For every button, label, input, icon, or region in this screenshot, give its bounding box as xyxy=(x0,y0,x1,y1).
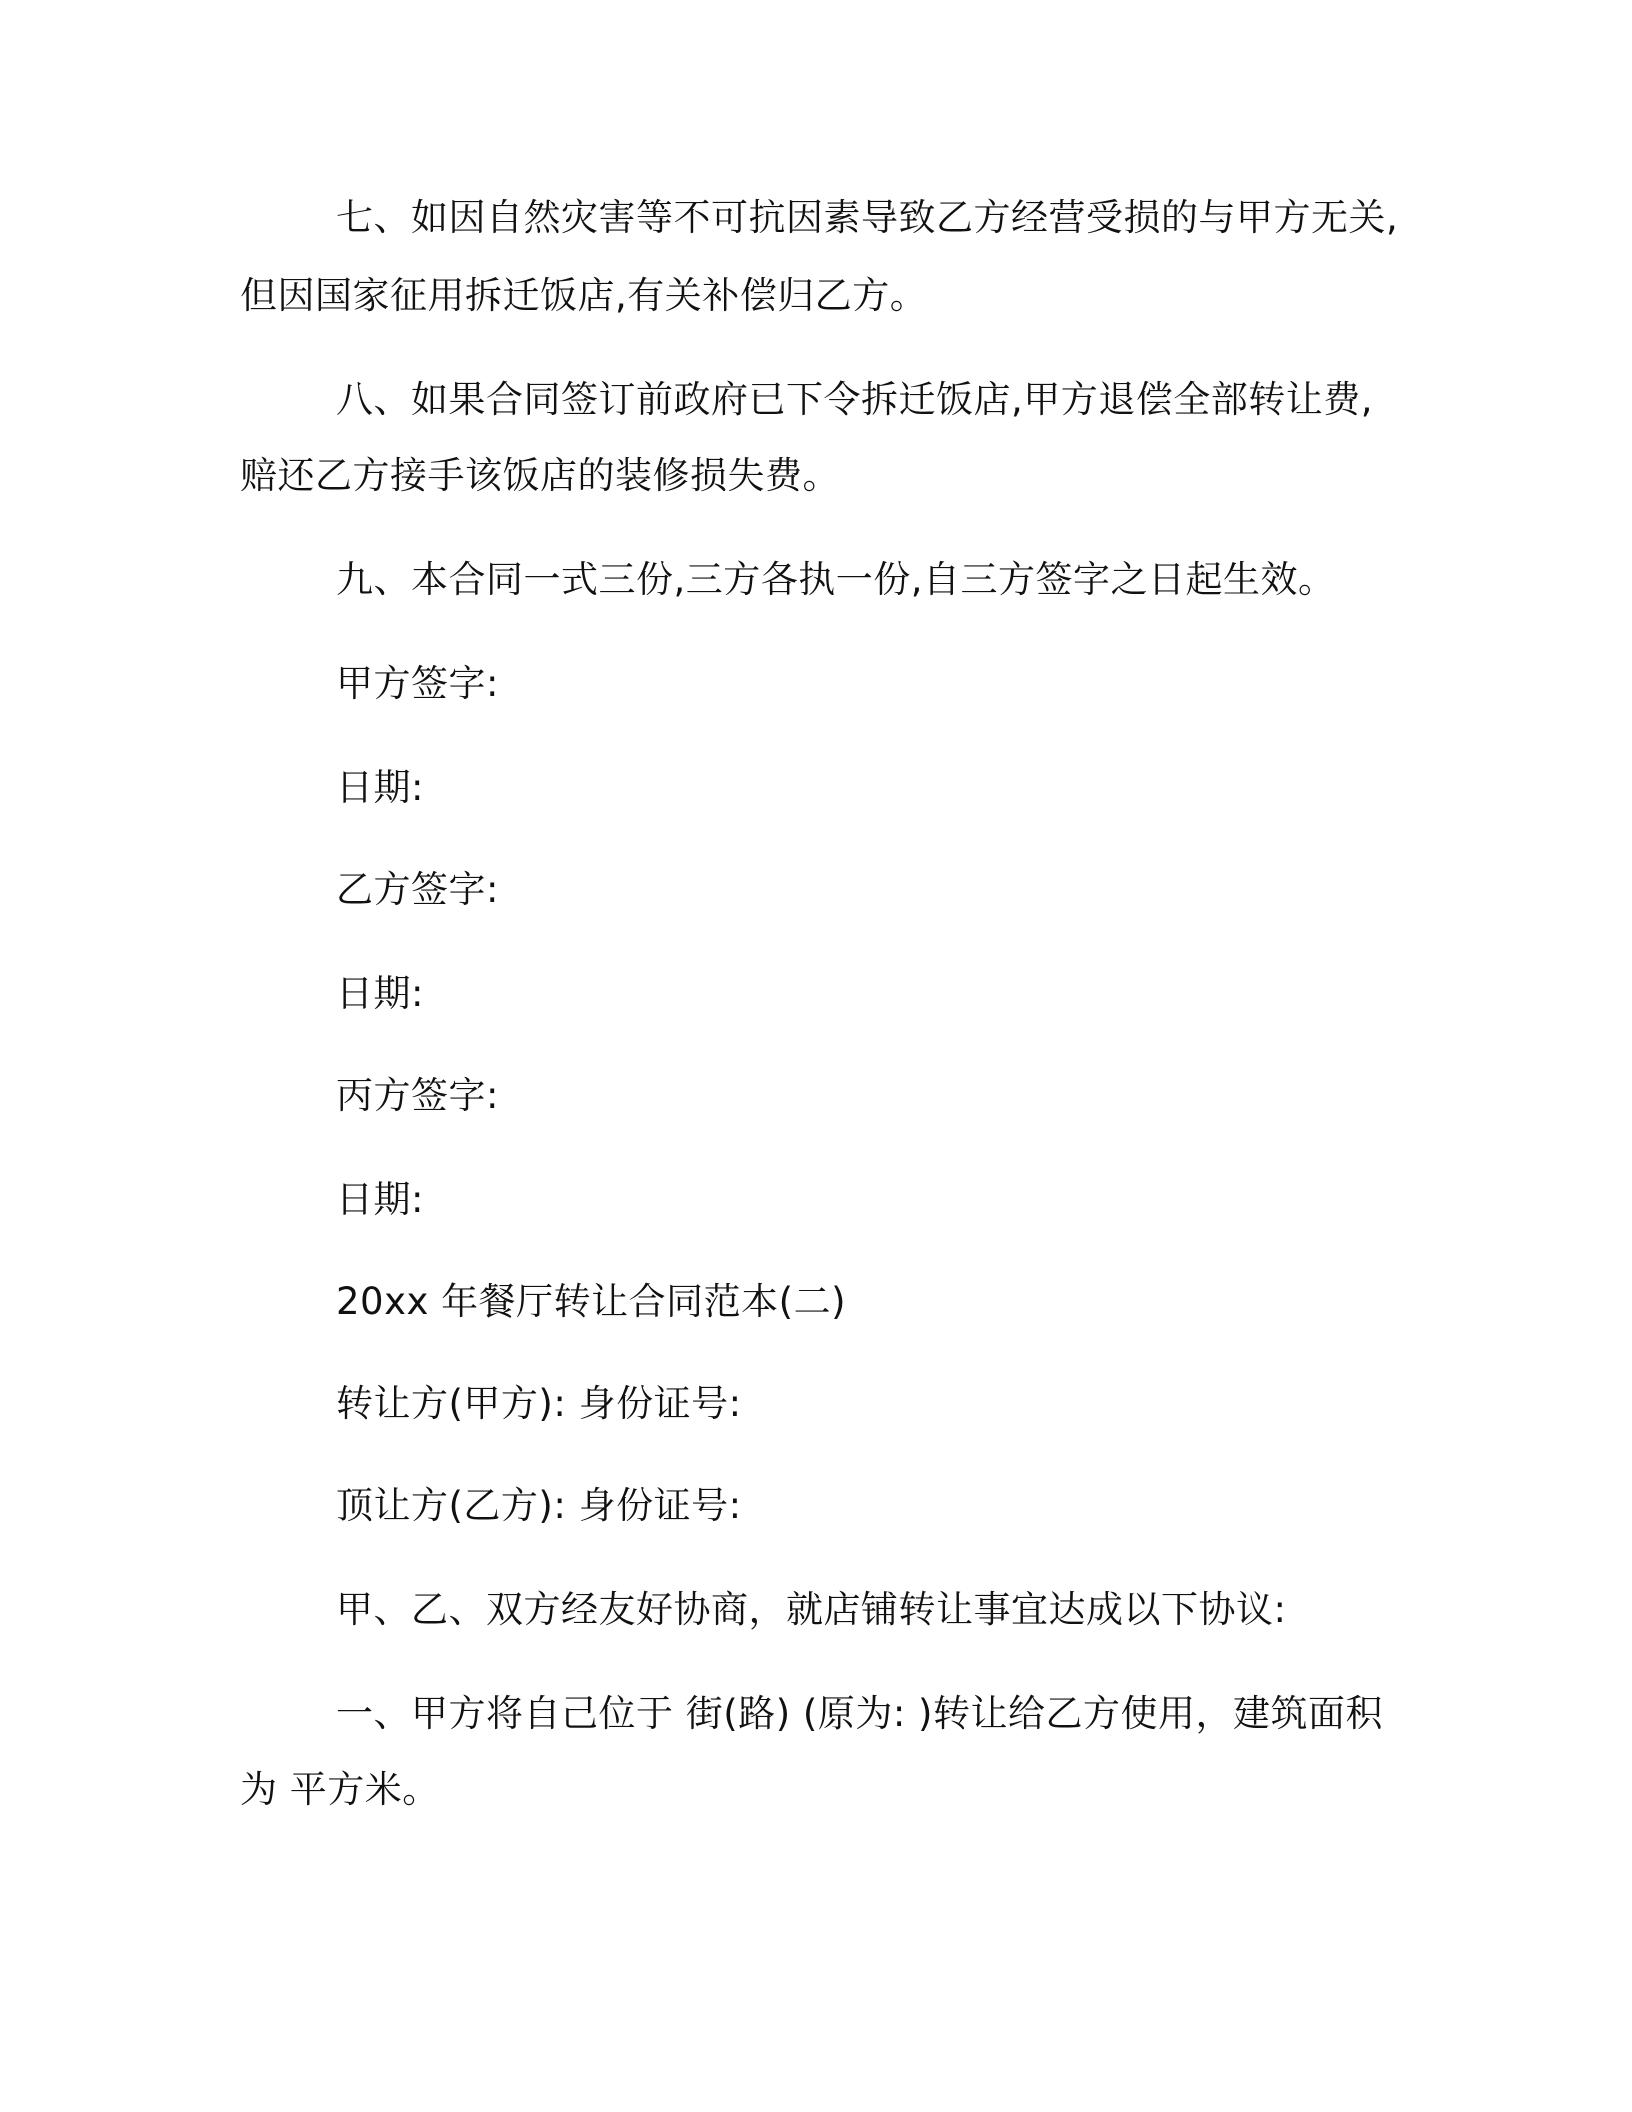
clause-7-line-1: 七、如因自然灾害等不可抗因素导致乙方经营受损的与甲方无关, xyxy=(336,196,1399,239)
transferor-line: 转让方(甲方): 身份证号: xyxy=(336,1382,742,1425)
clause-8-line-1: 八、如果合同签订前政府已下令拆迁饭店,甲方退偿全部转让费, xyxy=(336,378,1374,421)
party-b-date-label: 日期: xyxy=(336,972,424,1015)
transferee-line: 顶让方(乙方): 身份证号: xyxy=(336,1484,742,1527)
party-b-signature-label: 乙方签字: xyxy=(336,868,499,911)
party-a-signature-label: 甲方签字: xyxy=(336,662,499,705)
clause-7-line-2: 但因国家征用拆迁饭店,有关补偿归乙方。 xyxy=(240,274,928,317)
clause-1-line-1: 一、甲方将自己位于 街(路) (原为: )转让给乙方使用，建筑面积 xyxy=(336,1692,1383,1735)
party-a-date-label: 日期: xyxy=(336,766,424,809)
party-c-signature-label: 丙方签字: xyxy=(336,1074,499,1117)
clause-9: 九、本合同一式三份,三方各执一份,自三方签字之日起生效。 xyxy=(336,558,1336,601)
second-contract-title: 20xx 年餐厅转让合同范本(二) xyxy=(336,1280,847,1323)
agreement-intro: 甲、乙、双方经友好协商，就店铺转让事宜达成以下协议: xyxy=(336,1588,1287,1631)
party-c-date-label: 日期: xyxy=(336,1178,424,1221)
clause-1-line-2: 为 平方米。 xyxy=(240,1768,440,1811)
clause-8-line-2: 赔还乙方接手该饭店的装修损失费。 xyxy=(240,454,840,497)
